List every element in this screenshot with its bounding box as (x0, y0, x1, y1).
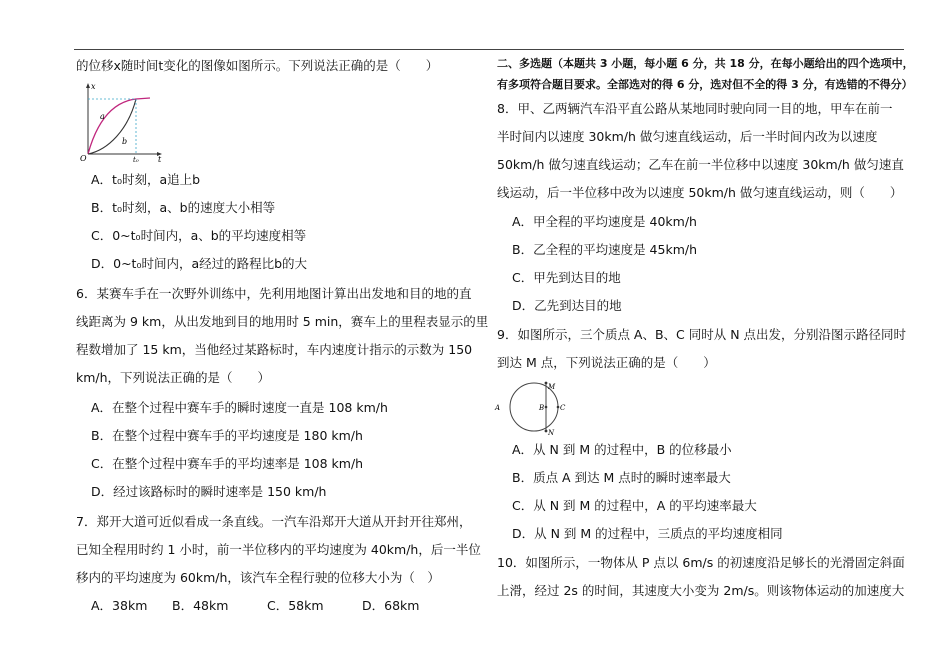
label-a: A (495, 404, 501, 412)
point-b (545, 406, 548, 409)
point-c (557, 406, 560, 409)
q10-line-1: 10．如图所示，一物体从 P 点以 6m/s 的初速度沿足够长的光滑固定斜面 (497, 555, 905, 570)
q7-line-2: 已知全程用时约 1 小时，前一半位移内的平均速度为 40km/h，后一半位 (76, 542, 481, 557)
q8-line-4: 线运动，后一半位移中改为以速度 50km/h 做匀速直线运动，则（ ） (497, 185, 903, 200)
q9-option-d: D．从 N 到 M 的过程中，三质点的平均速度相同 (512, 526, 783, 541)
q6-line-4: km/h，下列说法正确的是（ ） (76, 370, 271, 385)
curve-b-label: b (122, 137, 128, 146)
q7-line-3: 移内的平均速度为 60km/h，该汽车全程行驶的位移大小为（ ） (76, 570, 440, 585)
label-n: N (548, 429, 555, 436)
y-axis-arrow (86, 83, 90, 88)
point-m (545, 382, 548, 385)
q9-path-diagram (494, 380, 572, 436)
curve-b (88, 99, 136, 154)
section-header-line-2: 有多项符合题目要求。全部选对的得 6 分，选对但不全的得 3 分，有选错的不得分） (497, 78, 913, 91)
q6-line-3: 程数增加了 15 km，当他经过某路标时，车内速度计指示的示数为 150 (76, 342, 473, 357)
q8-line-3: 50km/h 做匀速直线运动；乙车在前一半位移中以速度 30km/h 做匀速直 (497, 157, 904, 172)
q9-option-b: B．质点 A 到达 M 点时的瞬时速率最大 (512, 470, 731, 485)
curve-a (88, 98, 150, 154)
q5-xt-graph (78, 80, 166, 162)
q6-option-b: B．在整个过程中赛车手的平均速度是 180 km/h (91, 428, 363, 443)
q9-option-c: C．从 N 到 M 的过程中，A 的平均速率最大 (512, 498, 757, 513)
q8-option-c: C．甲先到达目的地 (512, 270, 621, 285)
q8-line-2: 半时间内以速度 30km/h 做匀速直线运动，后一半时间内改为以速度 (497, 129, 878, 144)
q5-option-c: C．0~t₀时间内，a、b的平均速度相等 (91, 228, 307, 243)
q5-option-d: D．0~t₀时间内，a经过的路程比b的大 (91, 256, 308, 271)
q7-option-a: A．38km (91, 598, 148, 613)
y-axis-label: x (91, 82, 96, 91)
q7-option-d: D．68km (362, 598, 420, 613)
t0-label: t₀ (133, 156, 139, 162)
q6-option-a: A．在整个过程中赛车手的瞬时速度一直是 108 km/h (91, 400, 388, 415)
q7-line-1: 7．郑开大道可近似看成一条直线。一汽车沿郑开大道从开封开往郑州， (76, 514, 472, 529)
q6-line-2: 线距离为 9 km，从出发地到目的地用时 5 min，赛车上的里程表显示的里 (76, 314, 489, 329)
q6-option-d: D．经过该路标时的瞬时速率是 150 km/h (91, 484, 327, 499)
q9-option-a: A．从 N 到 M 的过程中，B 的位移最小 (512, 442, 732, 457)
q6-option-c: C．在整个过程中赛车手的平均速率是 108 km/h (91, 456, 364, 471)
label-c: C (560, 404, 566, 412)
point-n (545, 430, 548, 433)
section-header-line-1: 二、多选题（本题共 3 小题，每小题 6 分，共 18 分，在每小题给出的四个选项中， (497, 57, 914, 70)
q9-line-2: 到达 M 点，下列说法正确的是（ ） (497, 355, 716, 370)
label-m: M (548, 383, 556, 391)
q6-line-1: 6．某赛车手在一次野外训练中，先利用地图计算出出发地和目的地的直 (76, 286, 472, 301)
label-b: B (539, 404, 545, 412)
q8-option-d: D．乙先到达目的地 (512, 298, 622, 313)
q5-option-a: A．t₀时刻，a追上b (91, 172, 201, 187)
q5-option-b: B．t₀时刻，a、b的速度大小相等 (91, 200, 276, 215)
header-rule (74, 49, 904, 50)
q7-option-c: C．58km (267, 598, 324, 613)
x-axis-label: t (158, 155, 162, 162)
q8-line-1: 8．甲、乙两辆汽车沿平直公路从某地同时驶向同一目的地，甲车在前一 (497, 101, 893, 116)
origin-label: O (80, 154, 87, 162)
q10-line-2: 上滑，经过 2s 的时间，其速度大小变为 2m/s。则该物体运动的加速度大 (497, 583, 905, 598)
q8-option-a: A．甲全程的平均速度是 40km/h (512, 214, 697, 229)
curve-a-label: a (100, 112, 105, 121)
q8-option-b: B．乙全程的平均速度是 45km/h (512, 242, 698, 257)
q7-option-b: B．48km (172, 598, 229, 613)
q5-stem: 的位移x随时间t变化的图像如图所示。下列说法正确的是（ ） (76, 58, 439, 73)
q9-line-1: 9．如图所示，三个质点 A、B、C 同时从 N 点出发，分别沿图示路径同时 (497, 327, 907, 342)
